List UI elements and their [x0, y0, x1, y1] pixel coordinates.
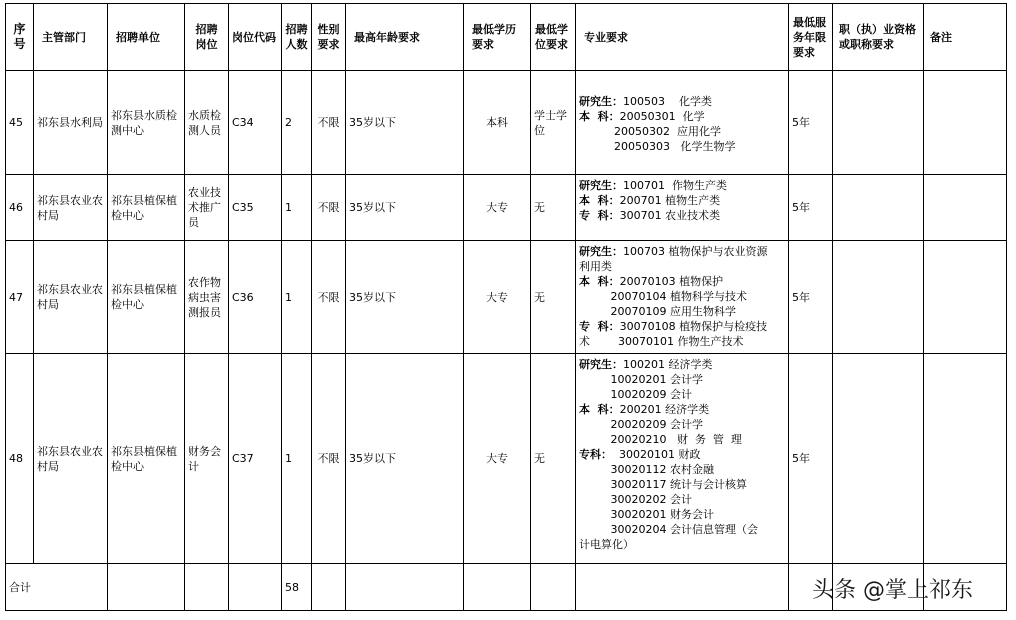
cell-edu: 本科 [464, 71, 531, 175]
major-line [579, 109, 785, 124]
major-line [579, 432, 785, 447]
cell-dept: 祁东县农业农村局 [34, 175, 108, 241]
header-row [6, 4, 1007, 71]
header-dept: 主管部门 [34, 4, 108, 71]
major-line-text: 30020204 会计信息管理（会 [579, 523, 758, 536]
major-line [579, 319, 785, 334]
cell-age: 35岁以下 [346, 241, 464, 354]
cell-edu: 大专 [464, 241, 531, 354]
header-service: 最低服务年限要求 [789, 4, 833, 71]
major-level-label: 本 科： [579, 275, 620, 288]
cell-code: C35 [229, 175, 282, 241]
major-line-text: 100201 经济学类 [623, 358, 713, 371]
major-line-text: 30020101 财政 [612, 448, 701, 461]
header-post: 招聘岗位 [185, 4, 229, 71]
cell-age: 35岁以下 [346, 354, 464, 564]
cell-major [576, 71, 789, 175]
major-line [579, 139, 785, 154]
major-line-text: 20050303 化学生物学 [579, 140, 736, 153]
total-label: 合计 [6, 564, 108, 611]
cell-dept: 祁东县农业农村局 [34, 241, 108, 354]
major-level-label: 本 科： [579, 403, 620, 416]
total-empty [464, 564, 531, 611]
cell-no: 46 [6, 175, 34, 241]
major-line-text: 20070103 植物保护 [619, 275, 724, 288]
cell-count: 1 [282, 241, 312, 354]
header-age: 最高年龄要求 [346, 4, 464, 71]
major-line [579, 244, 785, 259]
header-count: 招聘人数 [282, 4, 312, 71]
cell-degree: 无 [531, 175, 576, 241]
cell-edu: 大专 [464, 354, 531, 564]
cell-major [576, 354, 789, 564]
cell-dept: 祁东县水利局 [34, 71, 108, 175]
major-line-text: 20020210 财 务 管 理 [579, 433, 742, 446]
major-line-text: 200201 经济学类 [619, 403, 710, 416]
major-line-text: 30070108 植物保护与检疫技 [619, 320, 768, 333]
cell-no: 47 [6, 241, 34, 354]
header-edu: 最低学历要求 [464, 4, 531, 71]
major-line-text: 10020209 会计 [579, 388, 692, 401]
cell-unit: 祁东县水质检测中心 [108, 71, 185, 175]
major-line [579, 462, 785, 477]
major-line [579, 94, 785, 109]
cell-code: C34 [229, 71, 282, 175]
major-level-label: 研究生： [579, 358, 623, 371]
total-empty [108, 564, 185, 611]
major-line [579, 417, 785, 432]
cell-unit: 祁东县植保植检中心 [108, 175, 185, 241]
cell-note [924, 241, 1007, 354]
major-line [579, 289, 785, 304]
major-line [579, 387, 785, 402]
major-line-text: 30020202 会计 [579, 493, 692, 506]
major-level-label: 专 科： [579, 209, 620, 222]
major-line-text: 20020209 会计学 [579, 418, 703, 431]
header-gender: 性别要求 [312, 4, 346, 71]
major-line [579, 334, 785, 349]
header-code: 岗位代码 [229, 4, 282, 71]
total-empty [312, 564, 346, 611]
cell-gender: 不限 [312, 175, 346, 241]
cell-edu: 大专 [464, 175, 531, 241]
header-degree: 最低学位要求 [531, 4, 576, 71]
major-line-text: 计电算化） [579, 538, 634, 551]
major-line [579, 304, 785, 319]
major-line-text: 10020201 会计学 [579, 373, 703, 386]
cell-degree: 无 [531, 354, 576, 564]
cell-post: 水质检测人员 [185, 71, 229, 175]
major-line [579, 178, 785, 193]
major-line [579, 274, 785, 289]
header-no: 序号 [6, 4, 34, 71]
major-level-label: 专科： [579, 448, 612, 461]
major-line [579, 193, 785, 208]
cell-major [576, 175, 789, 241]
cell-service: 5年 [789, 354, 833, 564]
major-line-text: 100701 作物生产类 [623, 179, 727, 192]
major-line-text: 30020112 农村金融 [579, 463, 714, 476]
cell-gender: 不限 [312, 241, 346, 354]
major-line-text: 30020117 统计与会计核算 [579, 478, 747, 491]
major-line-text: 100503 化学类 [623, 95, 712, 108]
total-count: 58 [282, 564, 312, 611]
major-level-label: 研究生： [579, 179, 623, 192]
cell-degree: 无 [531, 241, 576, 354]
major-line [579, 477, 785, 492]
cell-age: 35岁以下 [346, 71, 464, 175]
cell-count: 1 [282, 175, 312, 241]
major-level-label: 研究生： [579, 95, 623, 108]
cell-cert [833, 354, 924, 564]
cell-note [924, 71, 1007, 175]
cell-count: 2 [282, 71, 312, 175]
major-line [579, 447, 785, 462]
cell-count: 1 [282, 354, 312, 564]
major-line-text: 30020201 财务会计 [579, 508, 714, 521]
watermark-text: 头条 @掌上祁东 [812, 578, 973, 603]
cell-age: 35岁以下 [346, 175, 464, 241]
cell-post: 农业技术推广员 [185, 175, 229, 241]
major-level-label: 本 科： [579, 194, 620, 207]
major-line [579, 402, 785, 417]
cell-degree: 学士学位 [531, 71, 576, 175]
total-empty [185, 564, 229, 611]
total-empty [576, 564, 789, 611]
cell-code: C36 [229, 241, 282, 354]
major-line-text: 术 30070101 作物生产技术 [579, 335, 744, 348]
total-empty [531, 564, 576, 611]
header-unit: 招聘单位 [108, 4, 185, 71]
major-line [579, 537, 785, 552]
cell-service: 5年 [789, 71, 833, 175]
cell-service: 5年 [789, 175, 833, 241]
cell-major [576, 241, 789, 354]
cell-no: 48 [6, 354, 34, 564]
table-row [6, 175, 1007, 241]
major-line-text: 20050302 应用化学 [579, 125, 721, 138]
cell-unit: 祁东县植保植检中心 [108, 354, 185, 564]
major-line-text: 100703 植物保护与农业资源 [623, 245, 768, 258]
header-major: 专业要求 [576, 4, 789, 71]
major-level-label: 专 科： [579, 320, 620, 333]
cell-no: 45 [6, 71, 34, 175]
cell-cert [833, 71, 924, 175]
cell-code: C37 [229, 354, 282, 564]
cell-cert [833, 175, 924, 241]
cell-gender: 不限 [312, 354, 346, 564]
cell-gender: 不限 [312, 71, 346, 175]
cell-unit: 祁东县植保植检中心 [108, 241, 185, 354]
header-cert: 职（执）业资格或职称要求 [833, 4, 924, 71]
major-line-text: 20070109 应用生物科学 [579, 305, 736, 318]
total-empty [229, 564, 282, 611]
cell-service: 5年 [789, 241, 833, 354]
major-line [579, 208, 785, 223]
table-row [6, 71, 1007, 175]
major-line-text: 300701 农业技术类 [619, 209, 721, 222]
cell-post: 财务会计 [185, 354, 229, 564]
header-note: 备注 [924, 4, 1007, 71]
major-level-label: 本 科： [579, 110, 620, 123]
cell-cert [833, 241, 924, 354]
major-line [579, 492, 785, 507]
major-line-text: 20050301 化学 [619, 110, 705, 123]
table-row [6, 241, 1007, 354]
table-row [6, 354, 1007, 564]
cell-dept: 祁东县农业农村局 [34, 354, 108, 564]
major-line [579, 372, 785, 387]
cell-note [924, 354, 1007, 564]
total-empty [346, 564, 464, 611]
major-line [579, 507, 785, 522]
major-line-text: 20070104 植物科学与技术 [579, 290, 747, 303]
cell-post: 农作物病虫害测报员 [185, 241, 229, 354]
major-line [579, 259, 785, 274]
cell-note [924, 175, 1007, 241]
major-line [579, 522, 785, 537]
major-line [579, 357, 785, 372]
major-line [579, 124, 785, 139]
major-line-text: 200701 植物生产类 [619, 194, 721, 207]
major-level-label: 研究生： [579, 245, 623, 258]
major-line-text: 利用类 [579, 260, 612, 273]
recruitment-table [5, 3, 1007, 611]
